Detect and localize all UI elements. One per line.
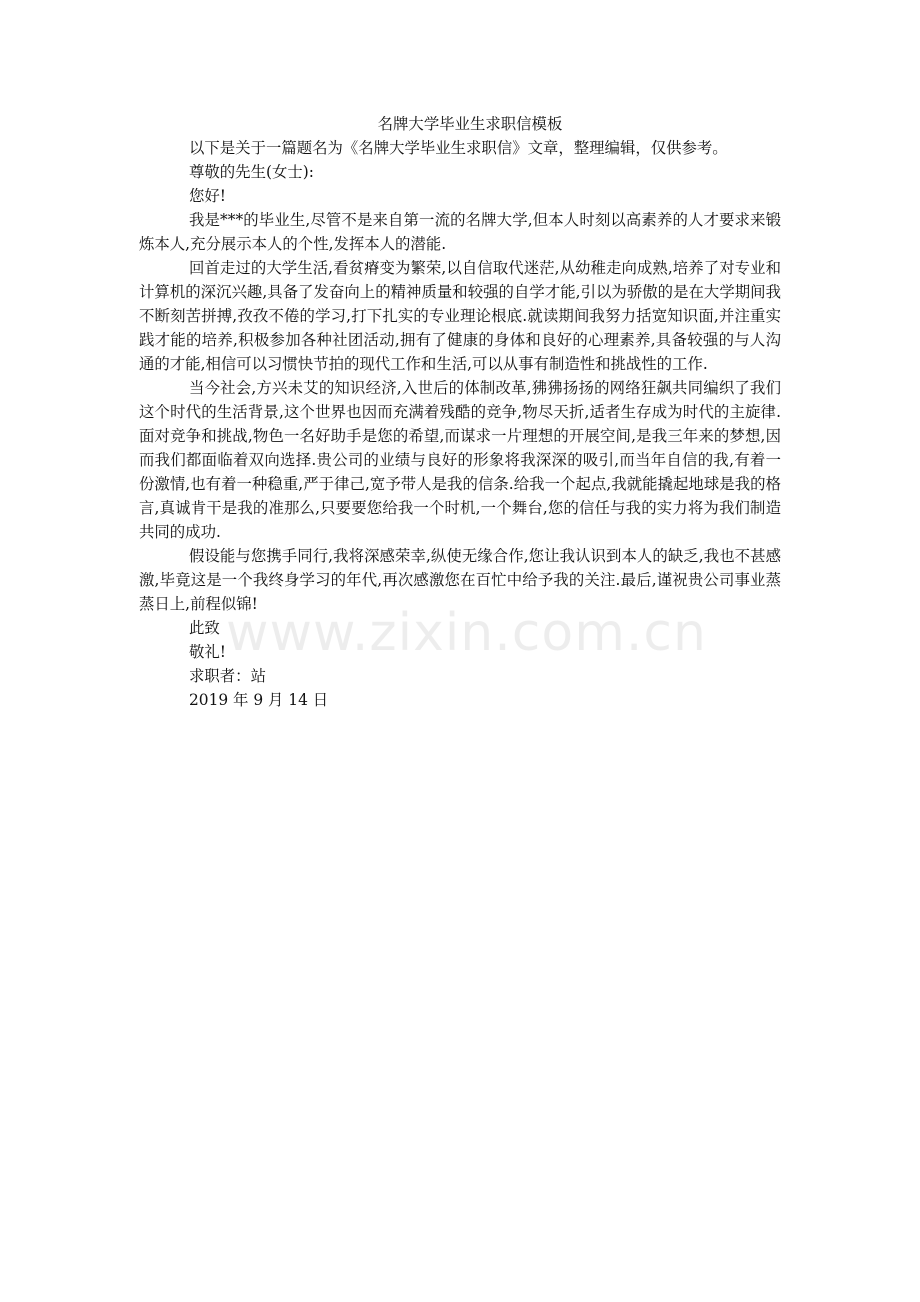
greeting: 您好!: [189, 187, 226, 205]
intro-line: 以下是关于一篇题名为《名牌大学毕业生求职信》文章，整理编辑，仅供参考。: [189, 139, 728, 157]
paragraph-university-life: 回首走过的大学生活,看贫瘠变为繁荣,以自信取代迷茫,从幼稚走向成熟,培养了对专业和计算机的深沉兴趣,具备了发奋向上的精神质量和较强的自学才能,引以为骄傲的是在大学期间我不断刻苦拼搏,孜孜不倦的学习,打下扎实的专业理论根底.就读期间我努力括宽知识面,并注重实践才能的培养,积极参加各种社团活动,拥有了健康的身体和良好的心理素养,具备较强的与人沟通的才能,相信可以习惯快节拍的现代工作和生活,可以从事有制造性和挑战性的工作.: [139, 259, 781, 373]
closing-jingli: 敬礼!: [189, 643, 226, 661]
watermark: www.zixin.com.cn: [226, 603, 707, 663]
salutation: 尊敬的先生(女士):: [189, 163, 314, 181]
letter-body: [139, 112, 781, 712]
paragraph-closing: 假设能与您携手同行,我将深感荣幸,纵使无缘合作,您让我认识到本人的缺乏,我也不甚感激,毕竟这是一个我终身学习的年代,再次感激您在百忙中给予我的关注.最后,谨祝贵公司事业蒸蒸日上,前程似锦!: [139, 547, 781, 613]
signature: 求职者：站: [189, 667, 266, 685]
closing-cizhi: 此致: [189, 619, 220, 637]
paragraph-society: 当今社会,方兴未艾的知识经济,入世后的体制改革,狒狒扬扬的网络狂飙共同编织了我们这个时代的生活背景,这个世界也因而充满着残酷的竞争,物尽天折,适者生存成为时代的主旋律.面对竞争和挑战,物色一名好助手是您的希望,而谋求一片理想的开展空间,是我三年来的梦想,因而我们都面临着双向选择.贵公司的业绩与良好的形象将我深深的吸引,而当年自信的我,有着一份激情,也有着一种稳重,严于律己,宽予带人是我的信条.给我一个起点,我就能撬起地球是我的格言,真诚肯干是我的准那么,只要要您给我一个时机,一个舞台,您的信任与我的实力将为我们制造共同的成功.: [139, 379, 781, 541]
paragraph-introduction: 我是***的毕业生,尽管不是来自第一流的名牌大学,但本人时刻以高素养的人才要求来锻炼本人,充分展示本人的个性,发挥本人的潜能.: [139, 211, 781, 253]
letter-date: 2019 年 9 月 14 日: [189, 691, 329, 709]
document-title: 名牌大学毕业生求职信模板: [377, 115, 563, 133]
